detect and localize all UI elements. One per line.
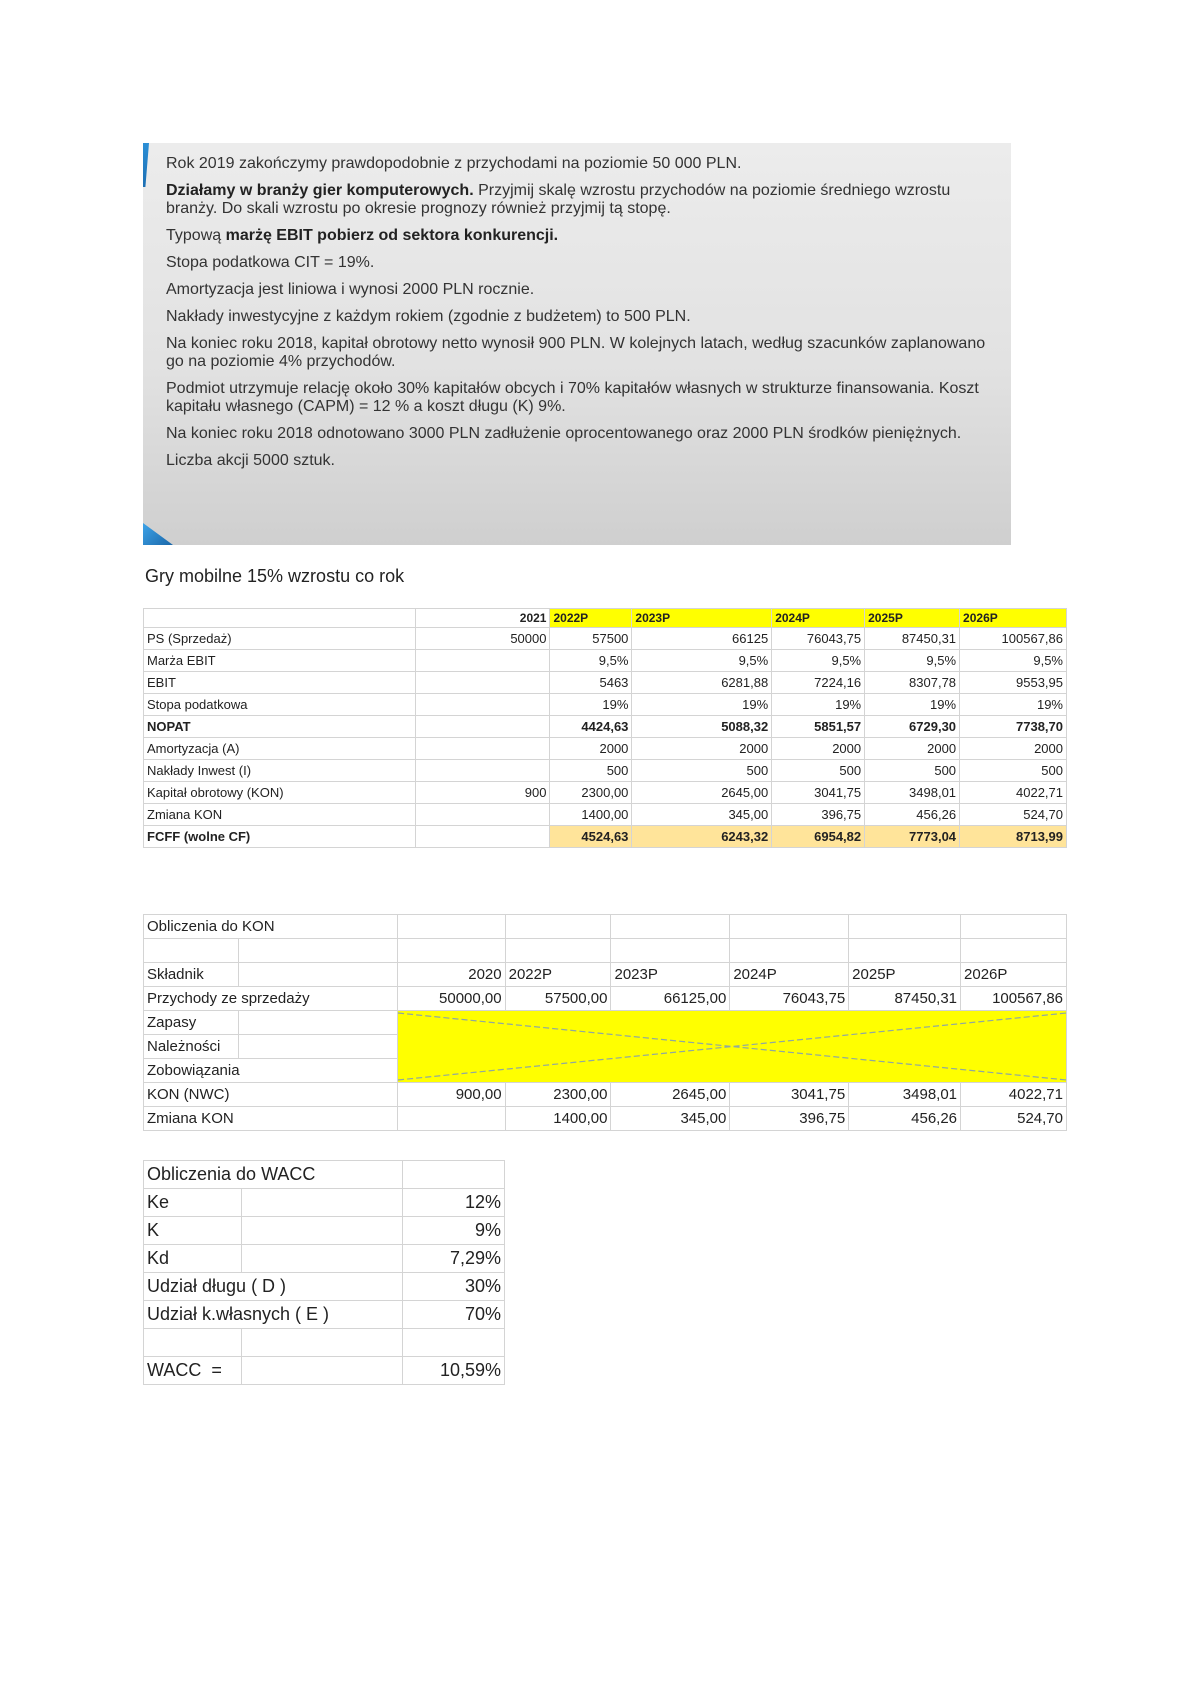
- cell: 6243,32: [632, 826, 772, 848]
- wacc-result-row: [144, 1357, 505, 1385]
- cell: 1400,00: [550, 804, 632, 826]
- cell: 524,70: [961, 1107, 1067, 1131]
- cell: 3498,01: [865, 782, 960, 804]
- kon-year-header: 2022P: [505, 963, 611, 987]
- cell: 3498,01: [849, 1083, 961, 1107]
- cell: 2000: [865, 738, 960, 760]
- cell: 2645,00: [611, 1083, 730, 1107]
- kon-year-header: 2020: [397, 963, 505, 987]
- assumption-working-capital: Na koniec roku 2018, kapitał obrotowy netto wynosił 900 PLN. W kolejnych latach, według szacunków zaplanowano go na poziomie 4% przychodów.: [166, 335, 986, 370]
- row-label: Zmiana KON: [144, 804, 416, 826]
- kon-header-row: [144, 963, 1067, 987]
- cell: 900,00: [397, 1083, 505, 1107]
- cell: [415, 760, 550, 782]
- cell: 76043,75: [772, 628, 865, 650]
- row-label: Nakłady Inwest (I): [144, 760, 416, 782]
- cell: 87450,31: [865, 628, 960, 650]
- assumption-industry-text: Przyjmij skalę wzrostu przychodów na poziomie średniego wzrostu branży. Do skali wzrostu po okresie prognozy również przyjmij tą stopę.: [166, 182, 951, 217]
- assumption-tax-rate: Stopa podatkowa CIT = 19%.: [166, 254, 375, 271]
- cell: 50000,00: [397, 987, 505, 1011]
- row-label: PS (Sprzedaż): [144, 628, 416, 650]
- cell: 57500,00: [505, 987, 611, 1011]
- assumption-capex: Nakłady inwestycyjne z każdym rokiem (zgodnie z budżetem) to 500 PLN.: [166, 308, 691, 325]
- cell: 5463: [550, 672, 632, 694]
- cell: 500: [772, 760, 865, 782]
- cell: 9,5%: [960, 650, 1067, 672]
- cell: [415, 826, 550, 848]
- fcff-year-header: 2021: [415, 609, 550, 628]
- cell: 100567,86: [961, 987, 1067, 1011]
- cell: 66125: [632, 628, 772, 650]
- cell: [397, 1107, 505, 1131]
- fcff-row-change-kon: [144, 804, 1067, 826]
- cell: 456,26: [865, 804, 960, 826]
- cell: 396,75: [772, 804, 865, 826]
- wacc-title-row: [144, 1161, 505, 1189]
- row-label: Zobowiązania: [144, 1059, 398, 1083]
- kon-title: Obliczenia do KON: [144, 915, 398, 939]
- cell: 19%: [632, 694, 772, 716]
- cell: 4022,71: [960, 782, 1067, 804]
- wacc-row-kd: [144, 1245, 505, 1273]
- kon-header-label: Składnik: [144, 963, 239, 987]
- cell: 9%: [403, 1217, 505, 1245]
- assumption-industry-bold: Działamy w branży gier komputerowych.: [166, 182, 474, 199]
- kon-highlight-block: [397, 1011, 1066, 1083]
- assumption-capital-structure: Podmiot utrzymuje relację około 30% kapitałów obcych i 70% kapitałów własnych w strukturze finansowania. Koszt kapitału własnego (CAPM) = 12 % a koszt długu (K) 9%.: [166, 380, 979, 415]
- cell: 12%: [403, 1189, 505, 1217]
- accent-stripe-top: [143, 143, 149, 187]
- row-label: Stopa podatkowa: [144, 694, 416, 716]
- row-label: FCFF (wolne CF): [144, 826, 416, 848]
- kon-row-nwc: [144, 1083, 1067, 1107]
- kon-title-row: [144, 915, 1067, 939]
- cell: 19%: [865, 694, 960, 716]
- fcff-row-sales: [144, 628, 1067, 650]
- cell: 6954,82: [772, 826, 865, 848]
- fcff-row-ebit-margin: [144, 650, 1067, 672]
- row-label: K: [144, 1217, 242, 1245]
- cell: 900: [415, 782, 550, 804]
- cell: 8713,99: [960, 826, 1067, 848]
- cell: 1400,00: [505, 1107, 611, 1131]
- assumption-shares: Liczba akcji 5000 sztuk.: [166, 452, 335, 469]
- cell: 30%: [403, 1273, 505, 1301]
- row-label: NOPAT: [144, 716, 416, 738]
- cell: 7,29%: [403, 1245, 505, 1273]
- cell: 57500: [550, 628, 632, 650]
- cell: [415, 804, 550, 826]
- cell: 2000: [772, 738, 865, 760]
- fcff-row-tax-rate: [144, 694, 1067, 716]
- accent-corner-bottom: [143, 523, 173, 545]
- cell: 4022,71: [961, 1083, 1067, 1107]
- cell: 8307,78: [865, 672, 960, 694]
- fcff-header-label: [144, 609, 416, 628]
- row-label: KON (NWC): [144, 1083, 398, 1107]
- cell: [415, 738, 550, 760]
- fcff-row-ebit: [144, 672, 1067, 694]
- cell: 7738,70: [960, 716, 1067, 738]
- cell: 7773,04: [865, 826, 960, 848]
- kon-year-header: 2025P: [849, 963, 961, 987]
- kon-row-inventory: [144, 1011, 1067, 1035]
- cell: 9553,95: [960, 672, 1067, 694]
- fcff-year-header: 2022P: [550, 609, 632, 628]
- cell: 5088,32: [632, 716, 772, 738]
- cell: 500: [960, 760, 1067, 782]
- cell: 6729,30: [865, 716, 960, 738]
- row-label: Amortyzacja (A): [144, 738, 416, 760]
- cell: 2000: [550, 738, 632, 760]
- fcff-row-depreciation: [144, 738, 1067, 760]
- cell: 70%: [403, 1301, 505, 1329]
- kon-year-header: 2026P: [961, 963, 1067, 987]
- assumption-industry: [166, 182, 991, 218]
- row-label: Należności: [144, 1035, 239, 1059]
- fcff-header-row: [144, 609, 1067, 628]
- fcff-row-working-capital: [144, 782, 1067, 804]
- fcff-year-header: 2026P: [960, 609, 1067, 628]
- cell: 5851,57: [772, 716, 865, 738]
- cell: 2000: [960, 738, 1067, 760]
- wacc-row-k: [144, 1217, 505, 1245]
- fcff-row-fcff: [144, 826, 1067, 848]
- cell: 19%: [772, 694, 865, 716]
- cell: 500: [865, 760, 960, 782]
- cell: 87450,31: [849, 987, 961, 1011]
- cell: 7224,16: [772, 672, 865, 694]
- cell: 456,26: [849, 1107, 961, 1131]
- wacc-spacer-row: [144, 1329, 505, 1357]
- row-label: Udział długu ( D ): [144, 1273, 403, 1301]
- row-label: Udział k.własnych ( E ): [144, 1301, 403, 1329]
- assumption-debt-cash: Na koniec roku 2018 odnotowano 3000 PLN zadłużenie oprocentowanego oraz 2000 PLN środków pieniężnych.: [166, 425, 962, 442]
- row-label: Zapasy: [144, 1011, 239, 1035]
- wacc-title: Obliczenia do WACC: [144, 1161, 403, 1189]
- cell: 9,5%: [772, 650, 865, 672]
- wacc-row-ke: [144, 1189, 505, 1217]
- assumption-depreciation: Amortyzacja jest liniowa i wynosi 2000 PLN rocznie.: [166, 281, 535, 298]
- kon-spacer-row: [144, 939, 1067, 963]
- fcff-row-capex: [144, 760, 1067, 782]
- cell: 9,5%: [632, 650, 772, 672]
- fcff-year-header: 2025P: [865, 609, 960, 628]
- cell: [415, 716, 550, 738]
- cell: 524,70: [960, 804, 1067, 826]
- wacc-table: [143, 1160, 505, 1385]
- row-label: EBIT: [144, 672, 416, 694]
- kon-year-header: 2023P: [611, 963, 730, 987]
- row-label: Kd: [144, 1245, 242, 1273]
- cell: [415, 672, 550, 694]
- cell: 3041,75: [730, 1083, 849, 1107]
- row-label: Przychody ze sprzedaży: [144, 987, 398, 1011]
- assumption-ebit-bold: marżę EBIT pobierz od sektora konkurencji.: [225, 227, 559, 244]
- assumption-revenue: Rok 2019 zakończymy prawdopodobnie z przychodami na poziomie 50 000 PLN.: [166, 155, 742, 172]
- assumption-ebit-margin: [166, 227, 991, 245]
- crossed-out-mark: [398, 1011, 1066, 1082]
- cell: 396,75: [730, 1107, 849, 1131]
- row-label: Kapitał obrotowy (KON): [144, 782, 416, 804]
- kon-table: [143, 914, 1067, 1131]
- cell: 345,00: [611, 1107, 730, 1131]
- wacc-result-label: WACC =: [144, 1357, 242, 1385]
- cell: 19%: [550, 694, 632, 716]
- cell: 4524,63: [550, 826, 632, 848]
- fcff-year-header: 2024P: [772, 609, 865, 628]
- kon-year-header: 2024P: [730, 963, 849, 987]
- cell: 6281,88: [632, 672, 772, 694]
- fcff-year-header: 2023P: [632, 609, 772, 628]
- cell: 500: [632, 760, 772, 782]
- cell: 500: [550, 760, 632, 782]
- cell: [415, 694, 550, 716]
- wacc-row-debt-share: [144, 1273, 505, 1301]
- row-label: Zmiana KON: [144, 1107, 398, 1131]
- cell: 66125,00: [611, 987, 730, 1011]
- cell: 50000: [415, 628, 550, 650]
- cell: 2300,00: [550, 782, 632, 804]
- cell: 19%: [960, 694, 1067, 716]
- cell: 345,00: [632, 804, 772, 826]
- row-label: Ke: [144, 1189, 242, 1217]
- cell: 100567,86: [960, 628, 1067, 650]
- cell: 3041,75: [772, 782, 865, 804]
- fcff-row-nopat: [144, 716, 1067, 738]
- kon-row-revenue: [144, 987, 1067, 1011]
- cell: 76043,75: [730, 987, 849, 1011]
- cell: 4424,63: [550, 716, 632, 738]
- cell: 2300,00: [505, 1083, 611, 1107]
- scenario-heading: Gry mobilne 15% wzrostu co rok: [145, 566, 405, 586]
- cell: 2645,00: [632, 782, 772, 804]
- cell: 9,5%: [550, 650, 632, 672]
- wacc-result-value: 10,59%: [403, 1357, 505, 1385]
- fcff-table: [143, 608, 1067, 848]
- assumptions-panel: [143, 143, 1011, 545]
- cell: [415, 650, 550, 672]
- row-label: Marża EBIT: [144, 650, 416, 672]
- wacc-row-equity-share: [144, 1301, 505, 1329]
- cell: 2000: [632, 738, 772, 760]
- kon-row-change: [144, 1107, 1067, 1131]
- cell: 9,5%: [865, 650, 960, 672]
- assumption-ebit-pre: Typową: [166, 227, 226, 244]
